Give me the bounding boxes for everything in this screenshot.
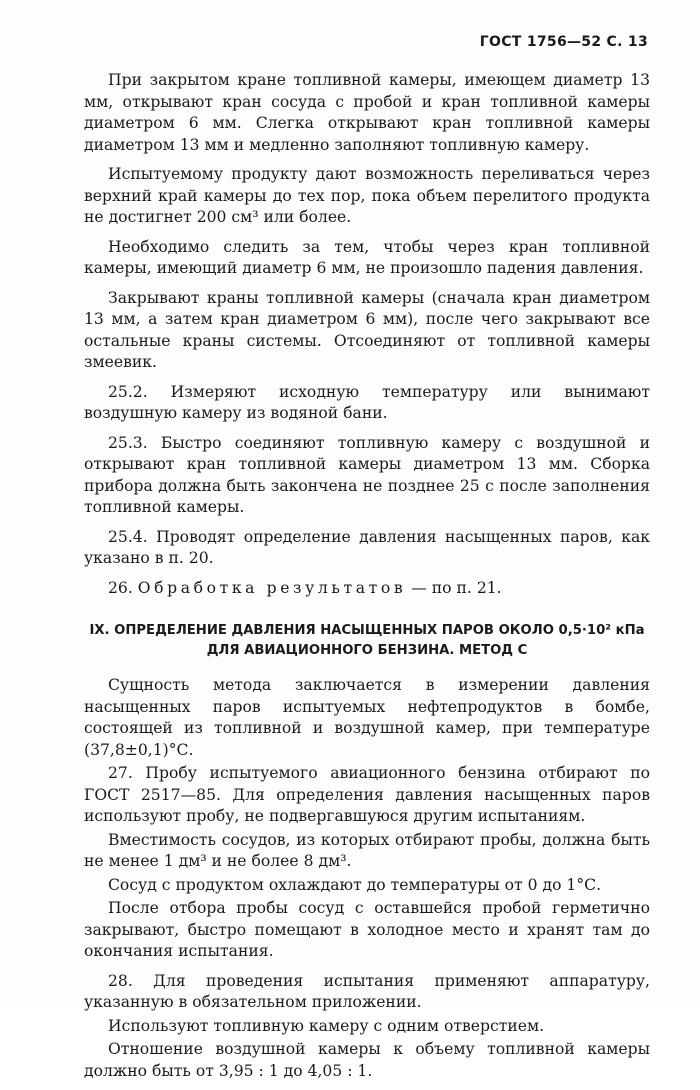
paragraph: Испытуемому продукту дают возможность переливаться через верхний край камеры до тех пор, пока объем перелитого продукта не достигнет 200 см³ или более. bbox=[84, 165, 650, 226]
body-text bbox=[84, 70, 650, 1090]
section-heading-line-2: ДЛЯ АВИАЦИОННОГО БЕНЗИНА. МЕТОД С bbox=[206, 643, 528, 658]
clause-25-4: 25.4. Проводят определение давления насыщенных паров, как указано в п. 20. bbox=[84, 527, 650, 567]
clause-25-3: 25.3. Быстро соединяют топливную камеру с воздушной и открывают кран топливной камеры диаметром 13 мм. Сборка прибора должна быть закончена не позднее 25 с после заполнения топливной камеры. bbox=[84, 433, 650, 516]
section-heading-line-1: IX. ОПРЕДЕЛЕНИЕ ДАВЛЕНИЯ НАСЫЩЕННЫХ ПАРОВ ОКОЛО 0,5·10² кПа bbox=[89, 623, 645, 638]
paragraph: Используют топливную камеру с одним отверстием. bbox=[108, 1016, 545, 1035]
running-header: ГОСТ 1756—52 С. 13 bbox=[479, 34, 648, 50]
paragraph: Закрывают краны топливной камеры (сначала кран диаметром 13 мм, а затем кран диаметром 6 мм), после чего закрывают все остальные краны системы. Отсоединяют от топливной камеры змеевик. bbox=[84, 288, 650, 371]
paragraph: Вместимость сосудов, из которых отбирают пробы, должна быть не менее 1 дм³ и не более 8 дм³. bbox=[84, 830, 650, 870]
clause-number: 26. bbox=[108, 578, 133, 597]
paragraph: Необходимо следить за тем, чтобы через кран топливной камеры, имеющий диаметр 6 мм, не произошло падения давления. bbox=[84, 237, 650, 277]
paragraph: Сосуд с продуктом охлаждают до температуры от 0 до 1°С. bbox=[108, 875, 602, 894]
clause-25-2: 25.2. Измеряют исходную температуру или вынимают воздушную камеру из водяной бани. bbox=[84, 382, 650, 422]
clause-28: 28. Для проведения испытания применяют аппаратуру, указанную в обязательном приложении. bbox=[84, 971, 650, 1011]
paragraph: Сущность метода заключается в измерении давления насыщенных паров испытуемых нефтепродуктов в бомбе, состоящей из топливной и воздушной камер, при температуре (37,8±0,1)°С. bbox=[84, 676, 650, 759]
section-heading bbox=[84, 621, 650, 661]
clause-reference: — по п. 21. bbox=[411, 578, 502, 597]
paragraph: При закрытом кране топливной камеры, имеющем диаметр 13 мм, открывают кран сосуда с пробой и кран топливной камеры диаметром 6 мм. Слегка открывают кран топливной камеры диаметром 13 мм и медленно заполняют топливную камеру. bbox=[84, 71, 650, 154]
paragraph: После отбора пробы сосуд с оставшейся пробой герметично закрывают, быстро помещают в холодное место и хранят там до окончания испытания. bbox=[84, 899, 650, 960]
clause-26 bbox=[84, 578, 650, 600]
clause-27: 27. Пробу испытуемого авиационного бензина отбирают по ГОСТ 2517—85. Для определения давления насыщенных паров используют пробу, не подвергавшуюся другим испытаниям. bbox=[84, 764, 650, 825]
clause-spaced-label: Обработка результатов bbox=[137, 578, 407, 597]
paragraph: Отношение воздушной камеры к объему топливной камеры должно быть от 3,95 : 1 до 4,05 : 1. bbox=[84, 1040, 650, 1080]
